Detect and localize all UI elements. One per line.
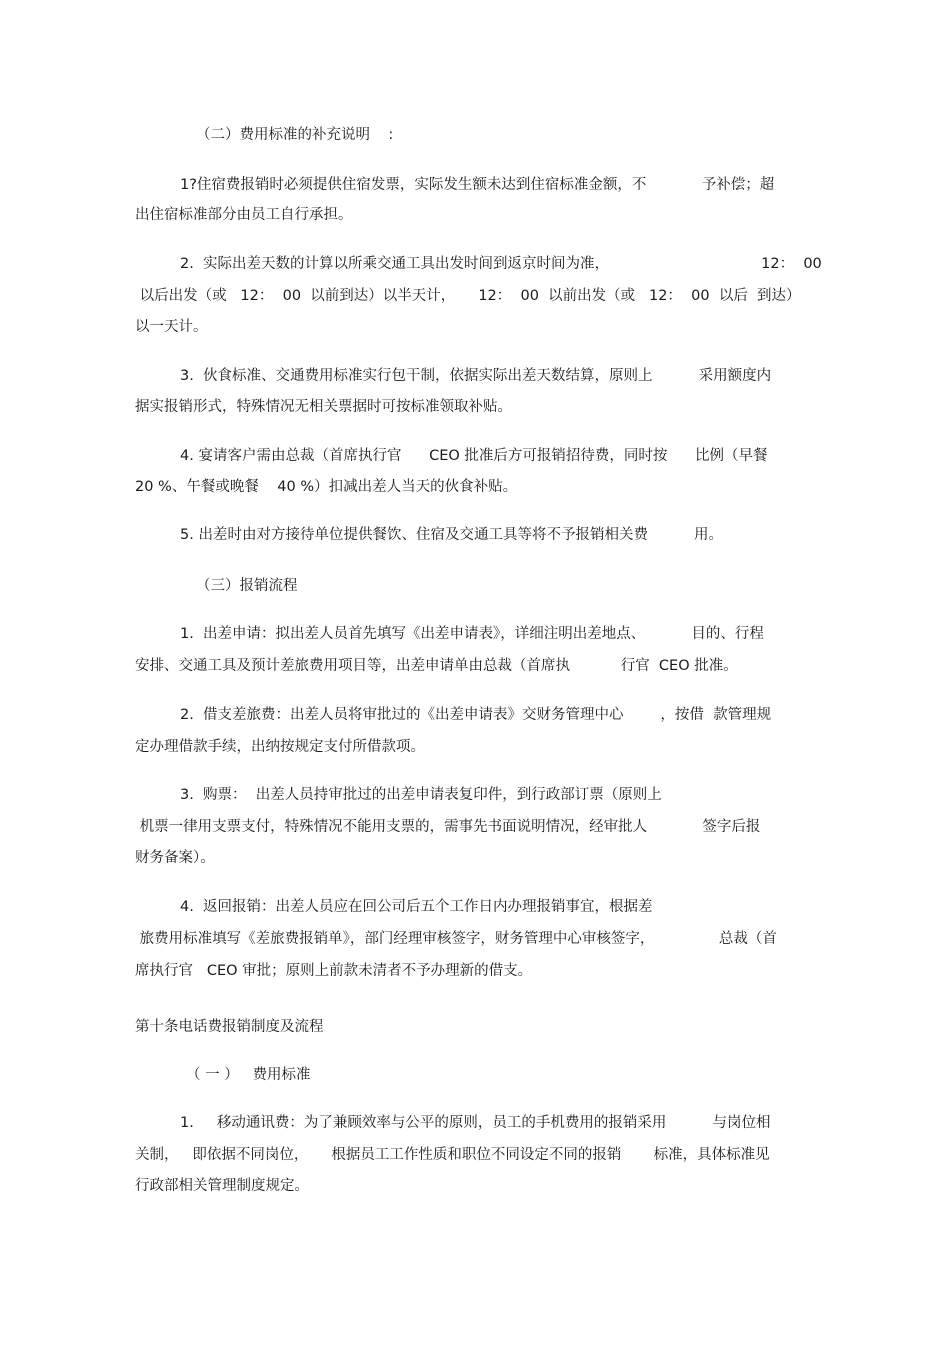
paragraph-line: 3. 伙食标准、交通费用标准实行包干制，依据实际出差天数结算，原则上 采用额度内 (180, 368, 772, 384)
paragraph-line: 4. 宴请客户需由总裁（首席执行官 CEO 批准后方可报销招待费，同时按 比例（早餐 (180, 448, 768, 464)
paragraph-line: 2. 借支差旅费：出差人员将审批过的《出差申请表》交财务管理中心 ，按借 款管理规 (180, 707, 772, 723)
paragraph-line: 据实报销形式，特殊情况无相关票据时可按标准领取补贴。 (135, 399, 512, 415)
article-heading-phone-expense: 第十条电话费报销制度及流程 (135, 1019, 324, 1035)
paragraph-line: 以后出发（或 12： 00 以前到达）以半天计， 12： 00 以前出发（或 12： 00 以后 到达） (135, 288, 801, 304)
paragraph-line: 旅费用标准填写《差旅费报销单》，部门经理审核签字，财务管理中心审核签字， 总裁（首 (135, 931, 777, 947)
paragraph-line: 安排、交通工具及预计差旅费用项目等，出差申请单由总裁（首席执 行官 CEO 批准。 (135, 658, 738, 674)
paragraph-line: 1. 出差申请：拟出差人员首先填写《出差申请表》，详细注明出差地点、 目的、行程 (180, 626, 764, 642)
paragraph-line: 定办理借款手续，出纳按规定支付所借款项。 (135, 739, 425, 755)
paragraph-line: 20 %、午餐或晚餐 40 %）扣减出差人当天的伙食补贴。 (135, 479, 518, 495)
paragraph-line: 5. 出差时由对方接待单位提供餐饮、住宿及交通工具等将不予报销相关费 用。 (180, 527, 724, 543)
paragraph-line: 出住宿标准部分由员工自行承担。 (135, 207, 353, 223)
paragraph-line: 席执行官 CEO 审批；原则上前款未清者不予办理新的借支。 (135, 963, 533, 979)
section-heading-expense-standard: （ 一 ） 费用标准 (186, 1067, 311, 1083)
paragraph-line: 财务备案）。 (135, 850, 215, 866)
paragraph-line: 3. 购票： 出差人员持审批过的出差申请表复印件，到行政部订票（原则上 (180, 787, 662, 803)
paragraph-line: 2. 实际出差天数的计算以所乘交通工具出发时间到返京时间为准， 12： 00 (180, 256, 822, 272)
paragraph-line: 4. 返回报销：出差人员应在回公司后五个工作日内办理报销事宜，根据差 (180, 899, 653, 915)
paragraph-line: 1. 移动通讯费：为了兼顾效率与公平的原则，员工的手机费用的报销采用 与岗位相 (180, 1115, 771, 1131)
paragraph-line: 行政部相关管理制度规定。 (135, 1178, 309, 1194)
section-heading-supplement: （二）费用标准的补充说明 : (196, 127, 394, 143)
paragraph-line: 关制， 即依据不同岗位， 根据员工工作性质和职位不同设定不同的报销 标准，具体标准见 (135, 1147, 770, 1163)
paragraph-line: 以一天计。 (135, 319, 208, 335)
section-heading-reimbursement-process: （三）报销流程 (196, 578, 298, 594)
paragraph-line: 机票一律用支票支付，特殊情况不能用支票的，需事先书面说明情况，经审批人 签字后报 (135, 819, 761, 835)
paragraph-line: 1?住宿费报销时必须提供住宿发票，实际发生额未达到住宿标准金额，不 予补偿；超 (180, 177, 775, 193)
